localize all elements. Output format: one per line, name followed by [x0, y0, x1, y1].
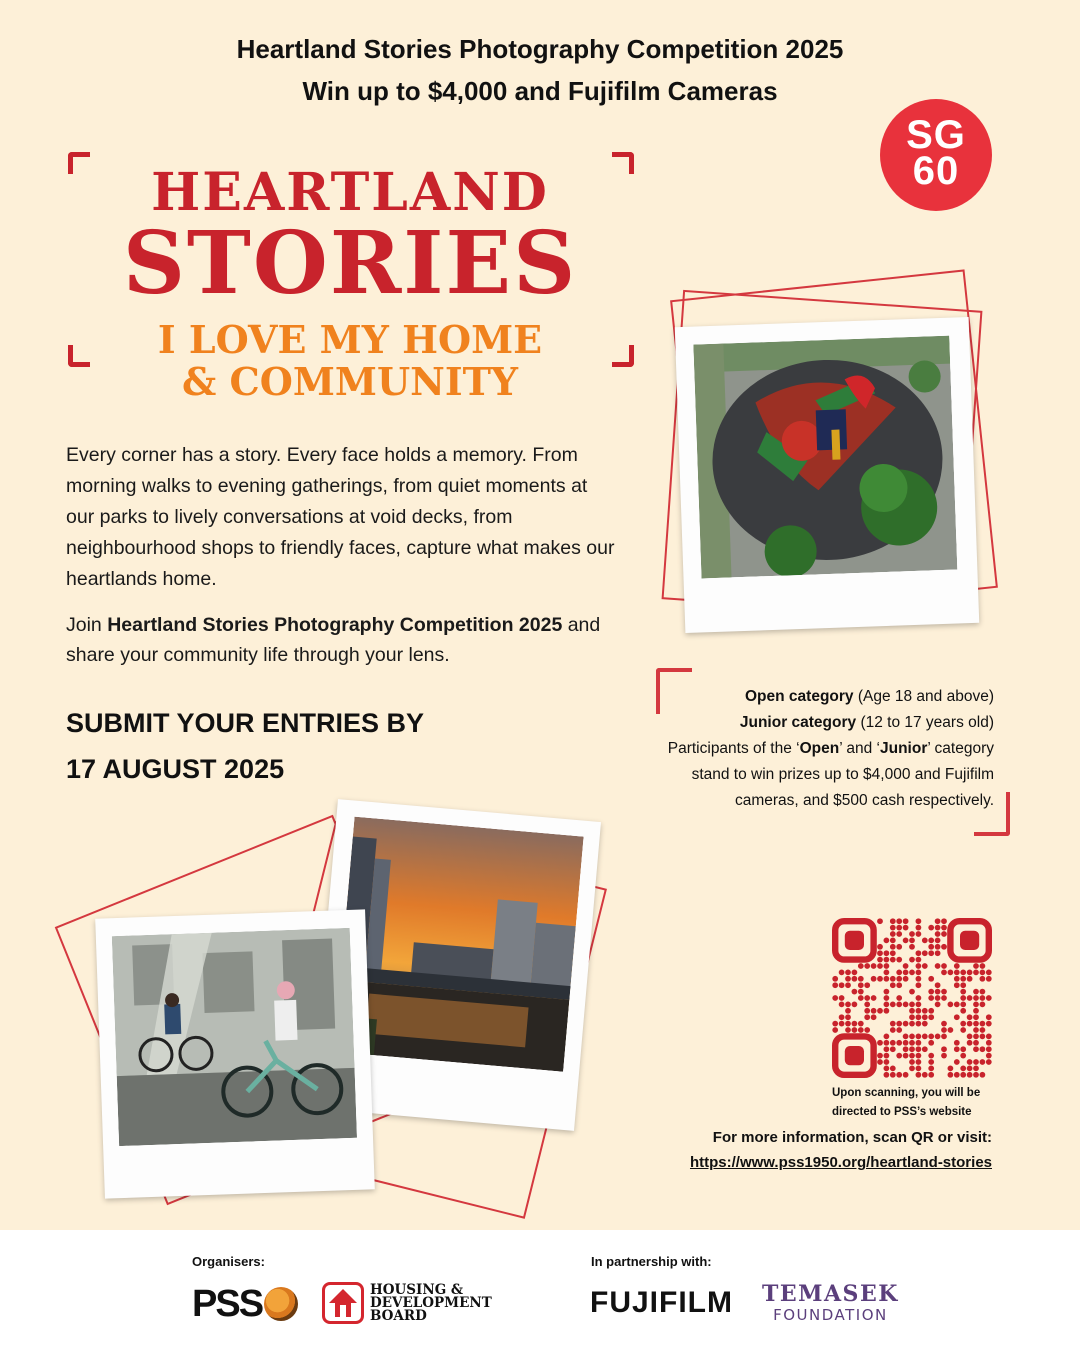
- qr-scan-note: Upon scanning, you will be directed to PSS’s website: [832, 1087, 981, 1118]
- prize-text-3: ’ category stand to win prizes up to $4,000 and Fujifilm cameras, and $500 cash respectively.: [691, 740, 994, 809]
- temasek-line2: FOUNDATION: [773, 1306, 888, 1324]
- title-stories: STORIES: [122, 213, 578, 314]
- temasek-foundation-logo: [762, 1282, 899, 1324]
- hdb-line2: DEVELOPMENT: [370, 1294, 492, 1311]
- tiger-icon: [264, 1287, 298, 1321]
- sg60-line2: 60: [912, 149, 960, 193]
- sg60-line1: SG: [906, 113, 966, 157]
- prize-description: [630, 736, 994, 814]
- hdb-line3: BOARD: [370, 1307, 427, 1324]
- competition-header: [0, 28, 1080, 112]
- open-category-label: Open category: [745, 688, 854, 705]
- sunset-river-photo: [334, 817, 584, 1072]
- deadline-line1: SUBMIT YOUR ENTRIES BY: [66, 708, 425, 738]
- viewfinder-corner-top-left: [68, 152, 90, 174]
- category-info: [630, 684, 994, 814]
- playground-image: [693, 336, 957, 579]
- viewfinder-corner-bottom-right: [612, 345, 634, 367]
- pss-logo-text: PSS: [192, 1282, 263, 1325]
- join-paragraph: [66, 610, 626, 670]
- prize-text-1: Participants of the ‘: [667, 740, 800, 757]
- more-info-label: For more information, scan QR or visit:: [712, 1129, 992, 1146]
- polaroid-playground: [675, 317, 980, 633]
- sunset-image: [334, 817, 584, 1072]
- open-category-age: (Age 18 and above): [853, 688, 994, 705]
- join-post: and share your community life through your lens.: [66, 614, 601, 666]
- footer-logos: [0, 1230, 1080, 1350]
- hdb-house-icon: [322, 1282, 364, 1324]
- organisers-label: Organisers:: [192, 1254, 265, 1269]
- prize-open-word: Open: [799, 740, 840, 757]
- cyclists-image: [112, 928, 357, 1146]
- temasek-line1: TEMASEK: [762, 1281, 899, 1307]
- header-title: Heartland Stories Photography Competition 2025: [236, 34, 844, 64]
- junior-category-row: [630, 710, 994, 736]
- deadline-date: 17 AUGUST 2025: [66, 754, 285, 784]
- aerial-playground-photo: [693, 336, 957, 579]
- join-competition-name: Heartland Stories Photography Competition 2025: [107, 614, 563, 636]
- cyclists-mural-photo: [112, 928, 357, 1146]
- submission-deadline: [66, 700, 526, 792]
- tagline-line1: I LOVE MY HOME: [157, 317, 543, 362]
- title-heartland: HEARTLAND: [151, 162, 549, 223]
- viewfinder-corner-top-right: [612, 152, 634, 174]
- more-info-block: [600, 1125, 992, 1175]
- hdb-logo-text: [370, 1281, 492, 1324]
- prize-junior-word: Junior: [880, 740, 928, 757]
- header-prize-line: Win up to $4,000 and Fujifilm Cameras: [302, 76, 778, 106]
- viewfinder-corner-bottom-left: [68, 345, 90, 367]
- website-link[interactable]: https://www.pss1950.org/heartland-stories: [689, 1154, 992, 1171]
- open-category-row: [630, 684, 994, 710]
- pss-logo: [192, 1282, 298, 1326]
- junior-category-age: (12 to 17 years old): [856, 714, 994, 731]
- intro-paragraph: Every corner has a story. Every face holds a memory. From morning walks to evening gatherings, from quiet moments at our parks to lively conversations at void decks, from neighbourhood shops to friendly faces, capture what makes our heartlands home.: [66, 444, 615, 590]
- qr-code-icon: [832, 918, 992, 1078]
- hdb-logo: [322, 1282, 492, 1324]
- sg60-logo: [880, 99, 992, 211]
- junior-category-label: Junior category: [739, 714, 857, 731]
- partners-label: In partnership with:: [591, 1254, 712, 1269]
- hdb-line1: HOUSING &: [370, 1281, 464, 1298]
- join-pre: Join: [66, 614, 108, 636]
- qr-code[interactable]: [832, 918, 992, 1078]
- tagline-line2: & COMMUNITY: [181, 359, 519, 404]
- prize-text-2: ’ and ‘: [839, 740, 880, 757]
- polaroid-cyclists: [95, 909, 375, 1198]
- fujifilm-logo: FUJIFILM: [590, 1286, 733, 1319]
